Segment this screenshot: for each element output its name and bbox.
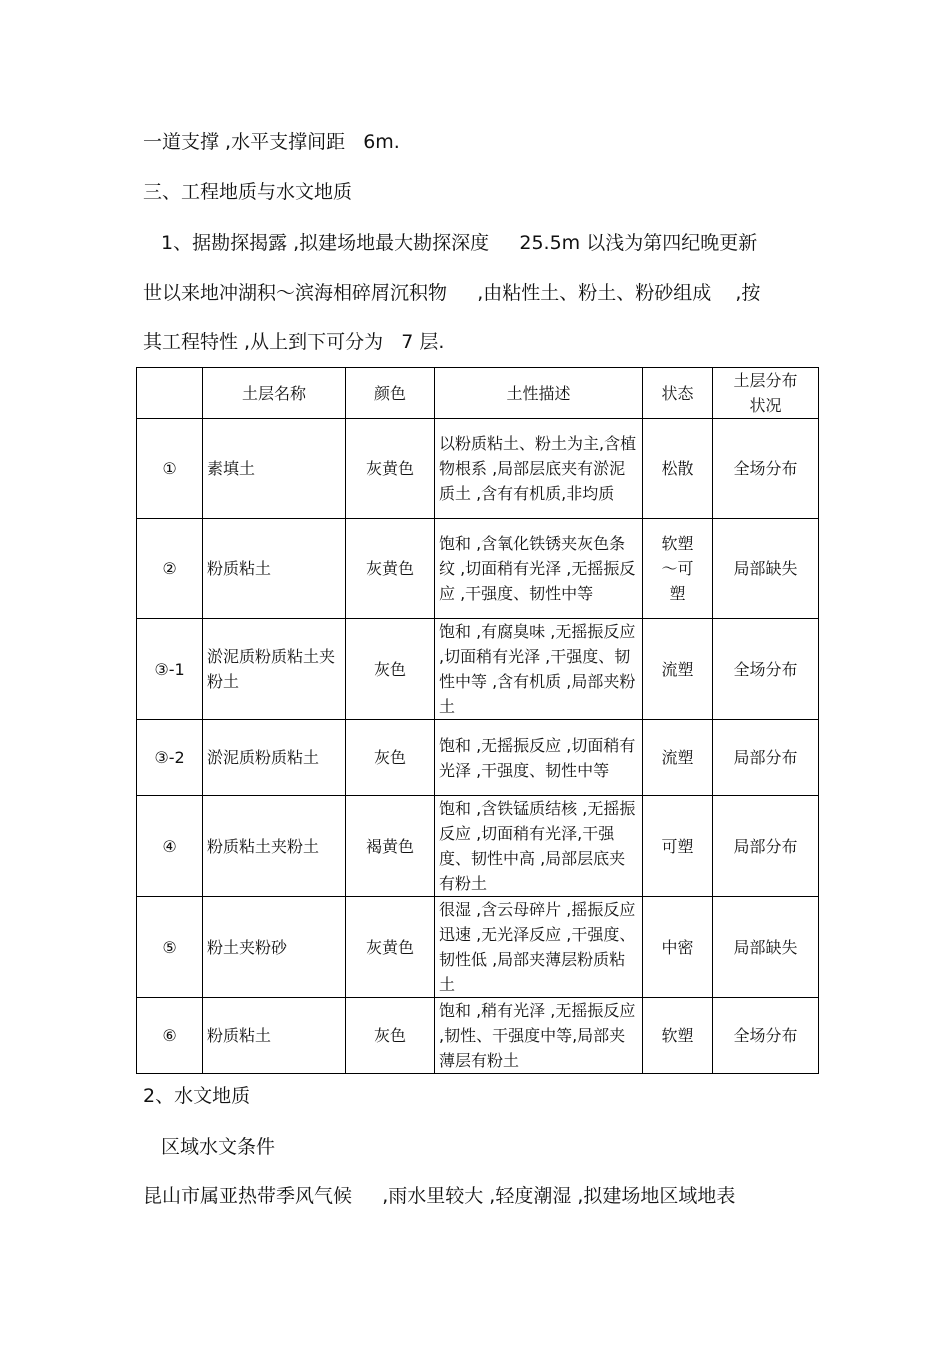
layer-name: 素填土	[203, 419, 346, 519]
layer-name: 粉质粘土	[203, 519, 346, 619]
layer-state: 流塑	[643, 619, 713, 720]
layer-state: 流塑	[643, 720, 713, 796]
layer-description: 以粉质粘土、粉土为主,含植物根系 ,局部层底夹有淤泥质土 ,含有有机质,非均质	[435, 419, 643, 519]
layer-number: ⑤	[137, 897, 203, 998]
table-row	[137, 998, 819, 1074]
header-cell	[137, 368, 203, 419]
layer-distribution: 全场分布	[713, 619, 819, 720]
section-heading-hydrology: 2、水文地质	[143, 1085, 251, 1107]
header-cell: 土层名称	[203, 368, 346, 419]
layer-number: ④	[137, 796, 203, 897]
layer-number: ③-1	[137, 619, 203, 720]
table-row	[137, 796, 819, 897]
subsection-heading: 区域水文条件	[161, 1136, 276, 1158]
layer-number: ③-2	[137, 720, 203, 796]
layer-state: 松散	[643, 419, 713, 519]
layer-name: 粉土夹粉砂	[203, 897, 346, 998]
layer-description: 很湿 ,含云母碎片 ,摇振反应迅速 ,无光泽反应 ,干强度、韧性低 ,局部夹薄层粉质粘土	[435, 897, 643, 998]
layer-distribution: 全场分布	[713, 419, 819, 519]
layer-description: 饱和 ,稍有光泽 ,无摇振反应 ,韧性、干强度中等,局部夹薄层有粉土	[435, 998, 643, 1074]
layer-color: 灰黄色	[346, 419, 435, 519]
layer-distribution: 局部分布	[713, 720, 819, 796]
text-line-8: 昆山市属亚热带季风气候 ,雨水里较大 ,轻度潮湿 ,拟建场地区域地表	[143, 1185, 736, 1207]
layer-name: 淤泥质粉质粘土夹粉土	[203, 619, 346, 720]
layer-distribution: 局部分布	[713, 796, 819, 897]
table-row	[137, 897, 819, 998]
layer-number: ②	[137, 519, 203, 619]
header-cell: 土层分布状况	[713, 368, 819, 419]
layer-description: 饱和 ,有腐臭味 ,无摇振反应 ,切面稍有光泽 ,干强度、韧性中等 ,含有机质 ,局部夹粉土	[435, 619, 643, 720]
soil-layer-table	[136, 367, 819, 1074]
section-heading-geology: 三、工程地质与水文地质	[143, 181, 353, 203]
layer-color: 灰色	[346, 619, 435, 720]
table-header-row	[137, 368, 819, 419]
layer-distribution: 局部缺失	[713, 897, 819, 998]
table-row	[137, 619, 819, 720]
layer-description: 饱和 ,含氧化铁锈夹灰色条纹 ,切面稍有光泽 ,无摇振反应 ,干强度、韧性中等	[435, 519, 643, 619]
layer-distribution: 局部缺失	[713, 519, 819, 619]
text-line-5: 其工程特性 ,从上到下可分为 7 层.	[143, 331, 445, 353]
layer-color: 灰色	[346, 720, 435, 796]
layer-number: ⑥	[137, 998, 203, 1074]
header-cell: 颜色	[346, 368, 435, 419]
layer-color: 灰黄色	[346, 897, 435, 998]
layer-name: 淤泥质粉质粘土	[203, 720, 346, 796]
text-line-4: 世以来地冲湖积～滨海相碎屑沉积物 ,由粘性土、粉土、粉砂组成 ,按	[143, 282, 761, 304]
layer-state: 中密	[643, 897, 713, 998]
layer-color: 褐黄色	[346, 796, 435, 897]
header-cell: 状态	[643, 368, 713, 419]
layer-name: 粉质粘土	[203, 998, 346, 1074]
layer-state: 软塑	[643, 998, 713, 1074]
layer-color: 灰色	[346, 998, 435, 1074]
layer-description: 饱和 ,含铁锰质结核 ,无摇振反应 ,切面稍有光泽,干强度、韧性中高 ,局部层底夹有粉土	[435, 796, 643, 897]
layer-state: 可塑	[643, 796, 713, 897]
layer-state: 软塑～可塑	[643, 519, 713, 619]
layer-distribution: 全场分布	[713, 998, 819, 1074]
table-row	[137, 519, 819, 619]
layer-color: 灰黄色	[346, 519, 435, 619]
layer-name: 粉质粘土夹粉土	[203, 796, 346, 897]
layer-number: ①	[137, 419, 203, 519]
table-row	[137, 419, 819, 519]
layer-description: 饱和 ,无摇振反应 ,切面稍有光泽 ,干强度、韧性中等	[435, 720, 643, 796]
text-line-1: 一道支撑 ,水平支撑间距 6m.	[143, 131, 400, 153]
header-cell: 土性描述	[435, 368, 643, 419]
table-row	[137, 720, 819, 796]
text-line-3: 1、据勘探揭露 ,拟建场地最大勘探深度 25.5m 以浅为第四纪晚更新	[161, 232, 758, 254]
